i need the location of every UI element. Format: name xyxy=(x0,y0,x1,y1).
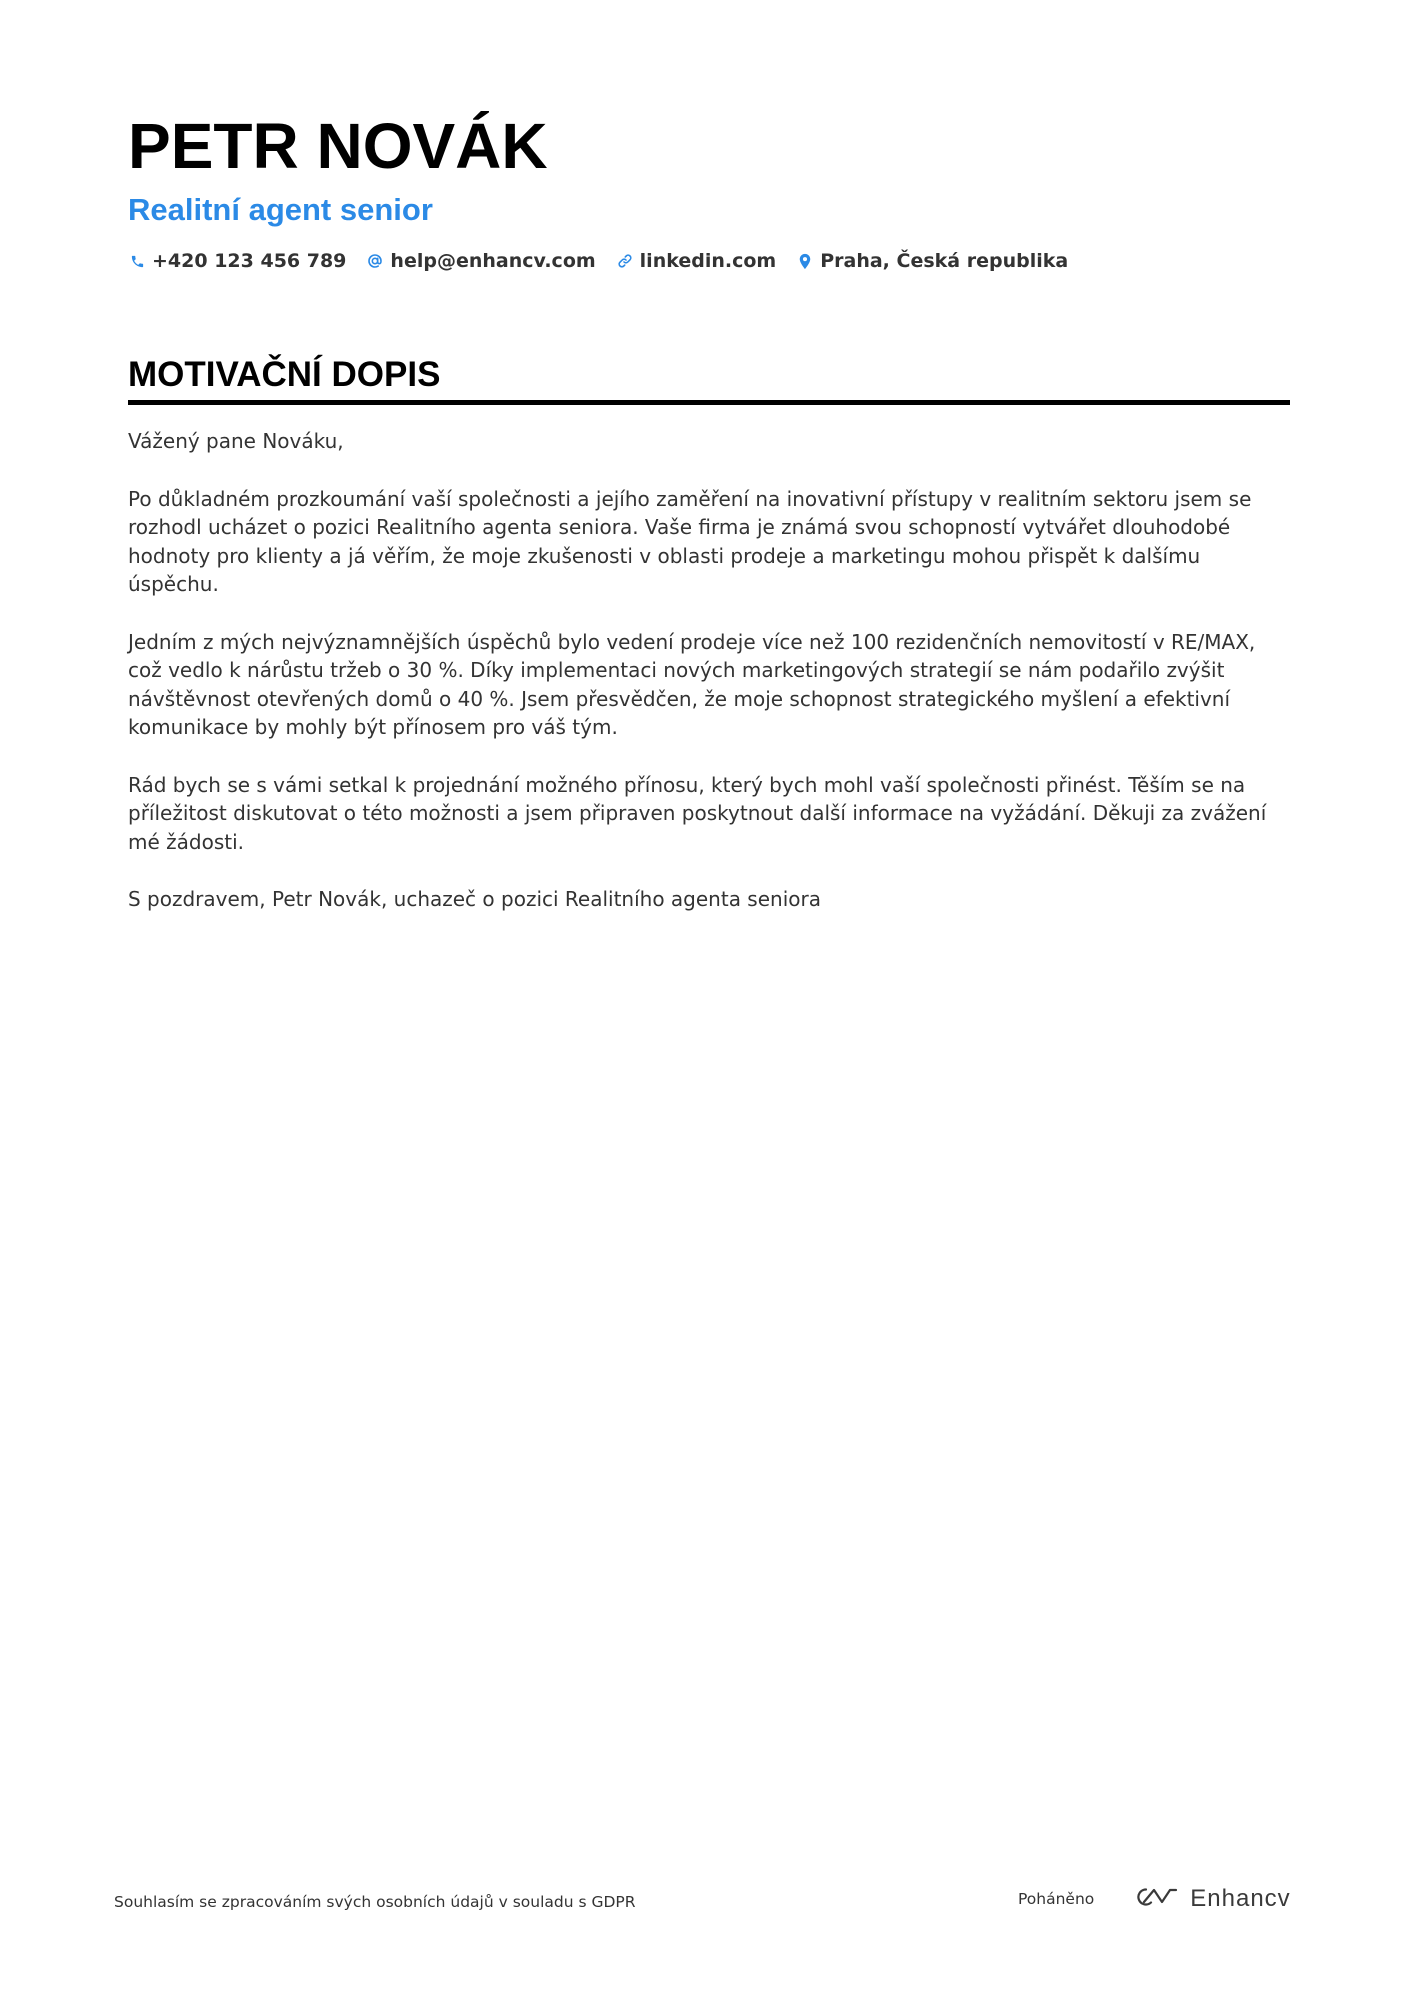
letter-closing: S pozdravem, Petr Novák, uchazeč o pozici Realitního agenta seniora xyxy=(128,887,821,911)
powered-by-footer xyxy=(1018,1884,1291,1914)
contact-location-text: Praha, Česká republika xyxy=(820,250,1069,272)
brand-name: Enhancv xyxy=(1190,1885,1291,1912)
powered-by-label: Poháněno xyxy=(1018,1890,1095,1908)
contact-phone-text: +420 123 456 789 xyxy=(152,250,347,272)
link-icon xyxy=(616,251,634,271)
letter-greeting: Vážený pane Nováku, xyxy=(128,429,344,453)
contact-linkedin[interactable] xyxy=(616,250,777,272)
letter-paragraph-3: Rád bych se s vámi setkal k projednání možného přínosu, který bych mohl vaší společnosti přinést. Těším se na příležitost diskutovat o této možnosti a jsem připraven poskytnout další informace na vyžádání. Děkuji za zvážení mé žádosti. xyxy=(128,772,1267,854)
contact-bar xyxy=(128,250,1290,272)
letter-paragraph-2: Jedním z mých nejvýznamnějších úspěchů bylo vedení prodeje více než 100 rezidenčních nemovitostí v RE/MAX, což vedlo k nárůstu tržeb o 30 %. Díky implementaci nových marketingových strategií se nám podařilo zvýšit návštěvnost otevřených domů o 40 %. Jsem přesvědčen, že moje schopnost strategického myšlení a efektivní komunikace by mohly být přínosem pro váš tým. xyxy=(128,629,1256,739)
letter-body xyxy=(128,427,1290,914)
contact-email[interactable] xyxy=(366,250,595,272)
enhancv-logo-icon xyxy=(1132,1884,1180,1914)
job-title: Realitní agent senior xyxy=(128,192,433,227)
section-title: MOTIVAČNÍ DOPIS xyxy=(128,355,441,394)
location-pin-icon xyxy=(796,251,814,271)
gdpr-note: Souhlasím se zpracováním svých osobních údajů v souladu s GDPR xyxy=(114,1893,636,1911)
at-icon xyxy=(366,251,384,271)
contact-linkedin-text[interactable]: linkedin.com xyxy=(639,250,777,272)
phone-icon xyxy=(128,251,146,271)
section-divider xyxy=(128,400,1290,405)
candidate-name: PETR NOVÁK xyxy=(128,110,548,182)
contact-email-text[interactable]: help@enhancv.com xyxy=(390,250,596,272)
cover-letter-page xyxy=(128,108,1290,943)
letter-paragraph-1: Po důkladném prozkoumání vaší společnosti a jejího zaměření na inovativní přístupy v realitním sektoru jsem se rozhodl ucházet o pozici Realitního agenta seniora. Vaše firma je známá svou schopností vytvářet dlouhodobé hodnoty pro klienty a já věřím, že moje zkušenosti v oblasti prodeje a marketingu mohou přispět k dalšímu úspěchu. xyxy=(128,486,1252,596)
brand-logo[interactable] xyxy=(1132,1884,1290,1914)
contact-phone xyxy=(128,250,346,272)
contact-location xyxy=(796,250,1068,272)
